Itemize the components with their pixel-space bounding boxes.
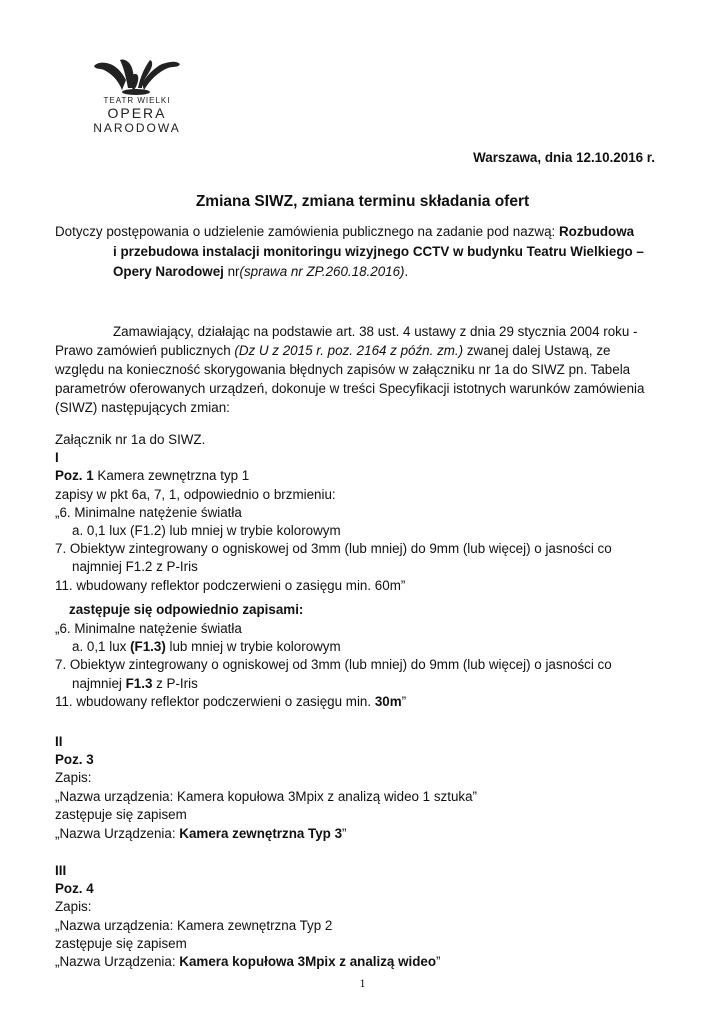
subject-end: . [404, 264, 409, 279]
sec1-intro: zapisy w pkt 6a, 7, 1, odpowiednio o brzmieniu: [55, 487, 336, 502]
sec1-old-4: najmniej F1.2 z P-Iris [72, 559, 198, 574]
sec3-replace: zastępuje się zapisem [55, 936, 187, 951]
subject-line-2: i przebudowa instalacji monitoringu wizyjnego CCTV w budynku Teatru Wielkiego – [113, 244, 644, 259]
date-line: Warszawa, dnia 12.10.2016 r. [473, 150, 655, 165]
sec1-n4a: najmniej [72, 676, 126, 691]
subject-line-3 [113, 263, 408, 281]
para-line-4: parametrów oferowanych urządzeń, dokonuje w treści Specyfikacji istotnych warunków zamówienia [55, 381, 645, 396]
sec1-n5a: 11. wbudowany reflektor podczerwieni o zasięgu min. [55, 694, 375, 709]
attachment-line: Załącznik nr 1a do SIWZ. [55, 432, 206, 447]
section-3-number: III [55, 863, 67, 878]
sec1-old-5: 11. wbudowany reflektor podczerwieni o zasięgu min. 60m” [55, 578, 406, 593]
para-line-2 [55, 342, 610, 360]
sec1-n4b: F1.3 [125, 676, 153, 691]
para-line-5: (SIWZ) następujących zmian: [55, 400, 230, 415]
sec1-replace: zastępuje się odpowiednio zapisami: [69, 602, 304, 617]
sec2-new-a: „Nazwa Urządzenia: [55, 826, 180, 841]
page-title: Zmiana SIWZ, zmiana terminu składania ofert [195, 193, 530, 210]
sec1-new-4 [72, 675, 198, 693]
subject-nr: nr [223, 264, 240, 279]
sec1-n2b: (F1.3) [130, 639, 166, 654]
para-l2a: Prawo zamówień publicznych [55, 343, 235, 358]
sec1-old-1: „6. Minimalne natężenie światła [55, 505, 242, 520]
sec1-poz-bold: Poz. 1 [55, 468, 94, 483]
section-1-number: I [55, 450, 59, 465]
subject-prefix: Dotyczy postępowania o udzielenie zamówienia publicznego na zadanie pod nazwą: [55, 224, 559, 239]
sec3-new-b: Kamera kopułowa 3Mpix z analizą wideo [179, 954, 437, 969]
page-number: 1 [359, 976, 366, 990]
sec1-old-2: a. 0,1 lux (F1.2) lub mniej w trybie kolorowym [72, 523, 341, 538]
opera-logo [82, 50, 192, 136]
sec2-new-c: ” [342, 826, 347, 841]
sec2-replace: zastępuje się zapisem [55, 807, 187, 822]
para-l2b: (Dz U z 2015 r. poz. 2164 z późn. zm.) [234, 343, 464, 358]
sec1-new-3: 7. Obiektyw zintegrowany o ogniskowej od 3mm (lub mniej) do 9mm (lub więcej) o jasności co [55, 657, 612, 672]
logo-line-3: NARODOWA [93, 121, 181, 135]
subject-line-1 [55, 223, 634, 241]
sec3-new-a: „Nazwa Urządzenia: [55, 954, 180, 969]
sec2-new-b: Kamera zewnętrzna Typ 3 [179, 826, 343, 841]
sec1-n2a: a. 0,1 lux [72, 639, 131, 654]
sec3-new-c: ” [436, 954, 441, 969]
subject-case-number: (sprawa nr ZP.260.18.2016) [239, 264, 405, 279]
sec1-n4c: z P-Iris [152, 676, 198, 691]
section-2-poz: Poz. 3 [55, 752, 94, 767]
para-line-3: względu na konieczność skorygowania błędnych zapisów w załączniku nr 1a do SIWZ pn. Tabela [55, 362, 631, 377]
section-3-poz: Poz. 4 [55, 881, 94, 896]
sec1-new-2 [72, 638, 341, 656]
logo-line-2: OPERA [107, 105, 167, 121]
sec3-old: „Nazwa urządzenia: Kamera zewnętrzna Typ 2 [55, 918, 333, 933]
sec1-new-5 [55, 693, 406, 711]
para-l2c: zwanej dalej Ustawą, ze [463, 343, 611, 358]
section-1-poz [55, 467, 249, 485]
section-2-number: II [55, 734, 63, 749]
sec1-n5c: ” [401, 694, 407, 709]
sec2-new [55, 825, 347, 843]
sec1-n5b: 30m [374, 694, 402, 709]
para-line-1: Zamawiający, działając na podstawie art. 38 ust. 4 ustawy z dnia 29 stycznia 2004 roku - [113, 324, 638, 339]
sec3-zapis: Zapis: [55, 899, 92, 914]
sec2-old: „Nazwa urządzenia: Kamera kopułowa 3Mpix z analizą wideo 1 sztuka” [55, 789, 478, 804]
chariot-horses-icon [82, 50, 192, 98]
subject-bold-2: Opery Narodowej [113, 264, 224, 279]
sec2-zapis: Zapis: [55, 770, 92, 785]
subject-bold-1: Rozbudowa [558, 224, 635, 239]
sec3-new [55, 953, 441, 971]
sec1-old-3: 7. Obiektyw zintegrowany o ogniskowej od 3mm (lub mniej) do 9mm (lub więcej) o jasności co [55, 541, 612, 556]
logo-line-1: TEATR WIELKI [103, 96, 171, 105]
sec1-n2c: lub mniej w trybie kolorowym [165, 639, 341, 654]
sec1-poz-rest: Kamera zewnętrzna typ 1 [93, 468, 250, 483]
sec1-new-1: „6. Minimalne natężenie światła [55, 621, 242, 636]
